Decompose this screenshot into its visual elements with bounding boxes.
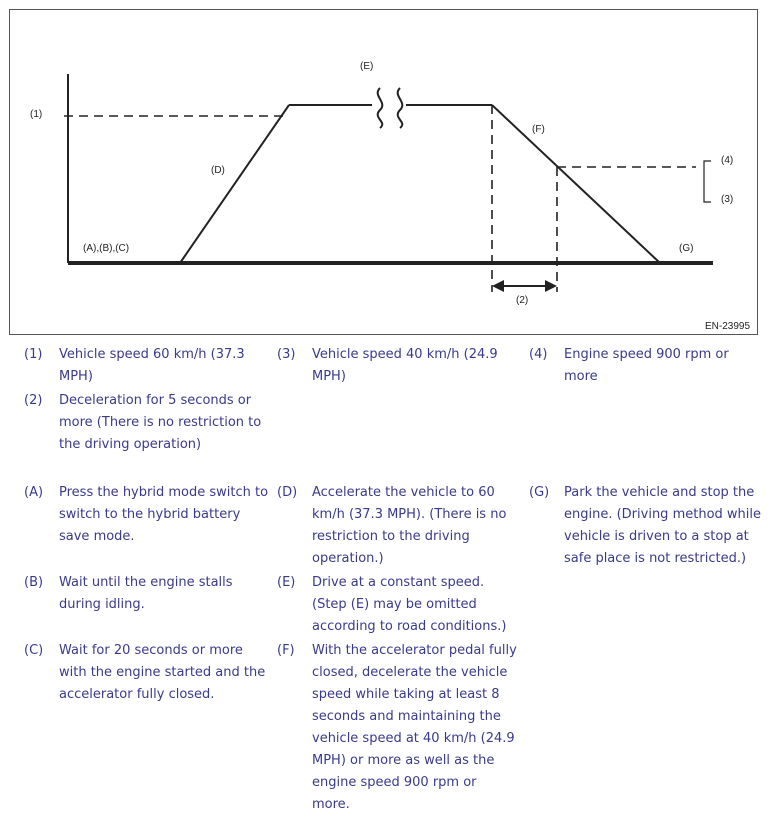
legend-text: Wait until the engine stalls during idling. bbox=[59, 575, 233, 612]
legend-text: Vehicle speed 60 km/h (37.3 MPH) bbox=[59, 347, 245, 384]
deceleration-ramp bbox=[492, 105, 660, 263]
acceleration-ramp bbox=[180, 105, 289, 263]
legend-text: Park the vehicle and stop the engine. (Driving method while vehicle is driven to a stop at safe place is not restricted.) bbox=[564, 485, 761, 566]
legend-code: (D) bbox=[277, 485, 298, 500]
label-f: (F) bbox=[532, 124, 545, 135]
legend-code: (E) bbox=[277, 575, 296, 590]
legend-code: (1) bbox=[24, 347, 43, 362]
legend-text: Accelerate the vehicle to 60 km/h (37.3 MPH). (There is no restriction to the driving operation.) bbox=[312, 485, 507, 566]
legend-code: (A) bbox=[24, 485, 44, 500]
figure-id: EN-23995 bbox=[705, 321, 751, 332]
legend-text: Drive at a constant speed. (Step (E) may be omitted according to road conditions.) bbox=[312, 575, 507, 634]
duration-arrow-left-head bbox=[492, 280, 504, 292]
legend-text: Deceleration for 5 seconds or more (There is no restriction to the driving operation) bbox=[59, 393, 262, 452]
duration-arrow-right-head bbox=[545, 280, 557, 292]
label-g: (G) bbox=[679, 243, 694, 254]
label-2: (2) bbox=[516, 295, 529, 306]
legend-text: With the accelerator pedal fully closed, decelerate the vehicle speed while taking at least 8 seconds and maintaining the vehicle speed at 40 km/h (24.9 MPH) or more as well as the engine speed 900 rpm or more. bbox=[312, 643, 517, 812]
label-1: (1) bbox=[30, 109, 43, 120]
diagram-graphic bbox=[10, 10, 759, 336]
legend-code: (3) bbox=[277, 347, 296, 362]
legend-text: Engine speed 900 rpm or more bbox=[564, 347, 729, 384]
break-symbol-left bbox=[378, 88, 383, 128]
label-4: (4) bbox=[721, 155, 734, 166]
label-abc: (A),(B),(C) bbox=[83, 243, 130, 254]
legend-code: (C) bbox=[24, 643, 44, 658]
legend-text: Wait for 20 seconds or more with the engine started and the accelerator fully closed. bbox=[59, 643, 266, 702]
legend-code: (B) bbox=[24, 575, 44, 590]
break-symbol-right bbox=[398, 88, 403, 128]
legend-code: (2) bbox=[24, 393, 43, 408]
legend-text: Press the hybrid mode switch to switch to the hybrid battery save mode. bbox=[59, 485, 269, 544]
legend-code: (4) bbox=[529, 347, 548, 362]
label-e: (E) bbox=[360, 61, 374, 72]
label-d: (D) bbox=[211, 165, 225, 176]
legend-code: (F) bbox=[277, 643, 295, 658]
legend-text: Vehicle speed 40 km/h (24.9 MPH) bbox=[312, 347, 498, 384]
driving-pattern-diagram bbox=[9, 9, 758, 335]
label-3: (3) bbox=[721, 194, 734, 205]
bracket-3-4 bbox=[704, 161, 711, 202]
legend-code: (G) bbox=[529, 485, 550, 500]
